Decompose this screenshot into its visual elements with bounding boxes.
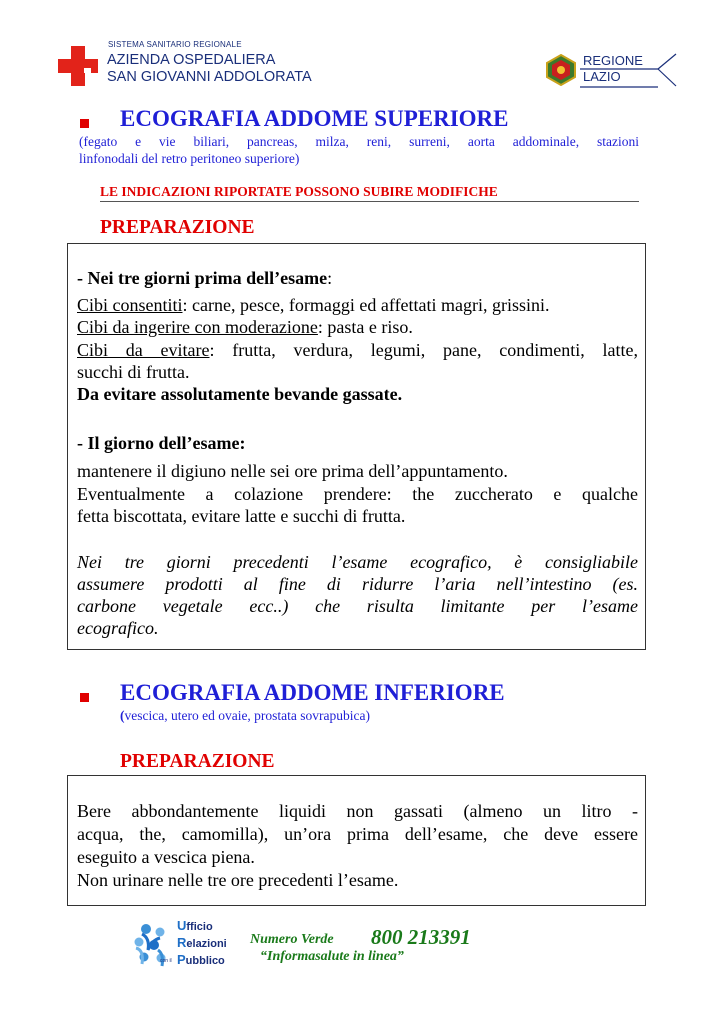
note-line1: Nei tre giorni precedenti l’esame ecografico, è consigliabile <box>77 552 638 572</box>
section1-title: ECOGRAFIA ADDOME SUPERIORE <box>120 106 509 131</box>
day-of-line1: mantenere il digiuno nelle sei ore prima dell’appuntamento. <box>77 461 508 481</box>
hospital-name-line1: AZIENDA OSPEDALIERA <box>107 52 276 68</box>
section1-subtitle-line1: (fegato e vie biliari, pancreas, milza, reni, surreni, aorta addominale, stazioni <box>79 134 639 149</box>
divider <box>100 201 639 202</box>
days-before-heading: - Nei tre giorni prima dell’esame: <box>77 268 333 288</box>
region-label-line2: LAZIO <box>583 69 621 84</box>
urp-line-ufficio: Ufficio <box>177 918 213 933</box>
avoid-absolute: Da evitare assolutamente bevande gassate. <box>77 384 403 404</box>
section2-instructions-box <box>67 775 646 906</box>
urp-small-text: con il <box>160 958 172 964</box>
hospital-name-line2: SAN GIOVANNI ADDOLORATA <box>107 69 312 85</box>
day-of-line3: fetta biscottata, evitare latte e succhi di frutta. <box>77 506 406 526</box>
modification-warning: LE INDICAZIONI RIPORTATE POSSONO SUBIRE MODIFICHE <box>100 184 498 199</box>
section2-line3: eseguito a vescica piena. <box>77 847 255 867</box>
note-line4: ecografico. <box>77 618 159 638</box>
section1-prep-heading: PREPARAZIONE <box>100 217 255 238</box>
toll-free-number[interactable]: 800 213391 <box>371 925 471 949</box>
day-of-heading: - Il giorno dell’esame: <box>77 433 246 453</box>
urp-line-pubblico: Pubblico <box>177 952 225 967</box>
section2-subtitle: (vescica, utero ed ovaie, prostata sovrapubica) <box>120 708 371 723</box>
toll-free-label: Numero Verde <box>250 932 334 947</box>
section2-prep-heading: PREPARAZIONE <box>120 751 275 772</box>
section2-title: ECOGRAFIA ADDOME INFERIORE <box>120 680 505 705</box>
note-line2: assumere prodotti al fine di ridurre l’aria nell’intestino (es. <box>77 574 638 594</box>
section2-line2: acqua, the, camomilla), un’ora prima dell’esame, che deve essere <box>77 824 638 844</box>
moderate-foods: Cibi da ingerire con moderazione: pasta e riso. <box>77 317 413 337</box>
urp-line-relazioni: Relazioni <box>177 935 227 950</box>
lazio-region-emblem <box>545 54 577 86</box>
note-line3: carbone vegetale ecc..) che risulta limitante per l’esame <box>77 596 638 616</box>
section1-subtitle-line2: linfonodali del retro peritoneo superiore) <box>79 151 300 166</box>
section1-instructions-box <box>67 243 646 650</box>
allowed-foods: Cibi consentiti: carne, pesce, formaggi ed affettati magri, grissini. <box>77 295 550 315</box>
day-of-line2: Eventualmente a colazione prendere: the zuccherato e qualche <box>77 484 638 504</box>
section2-line1: Bere abbondantemente liquidi non gassati (almeno un litro - <box>77 801 638 821</box>
avoid-foods: Cibi da evitare: frutta, verdura, legumi, pane, condimenti, latte, <box>77 340 638 360</box>
region-label-line1: REGIONE <box>583 53 643 68</box>
hospital-cross-logo <box>58 46 98 86</box>
system-label: SISTEMA SANITARIO REGIONALE <box>108 40 242 49</box>
red-square-bullet-icon <box>80 693 89 702</box>
red-square-bullet-icon <box>80 119 89 128</box>
avoid-foods-cont: succhi di frutta. <box>77 362 190 382</box>
tagline: “Informasalute in linea” <box>260 949 404 964</box>
section2-line4: Non urinare nelle tre ore precedenti l’esame. <box>77 870 399 890</box>
